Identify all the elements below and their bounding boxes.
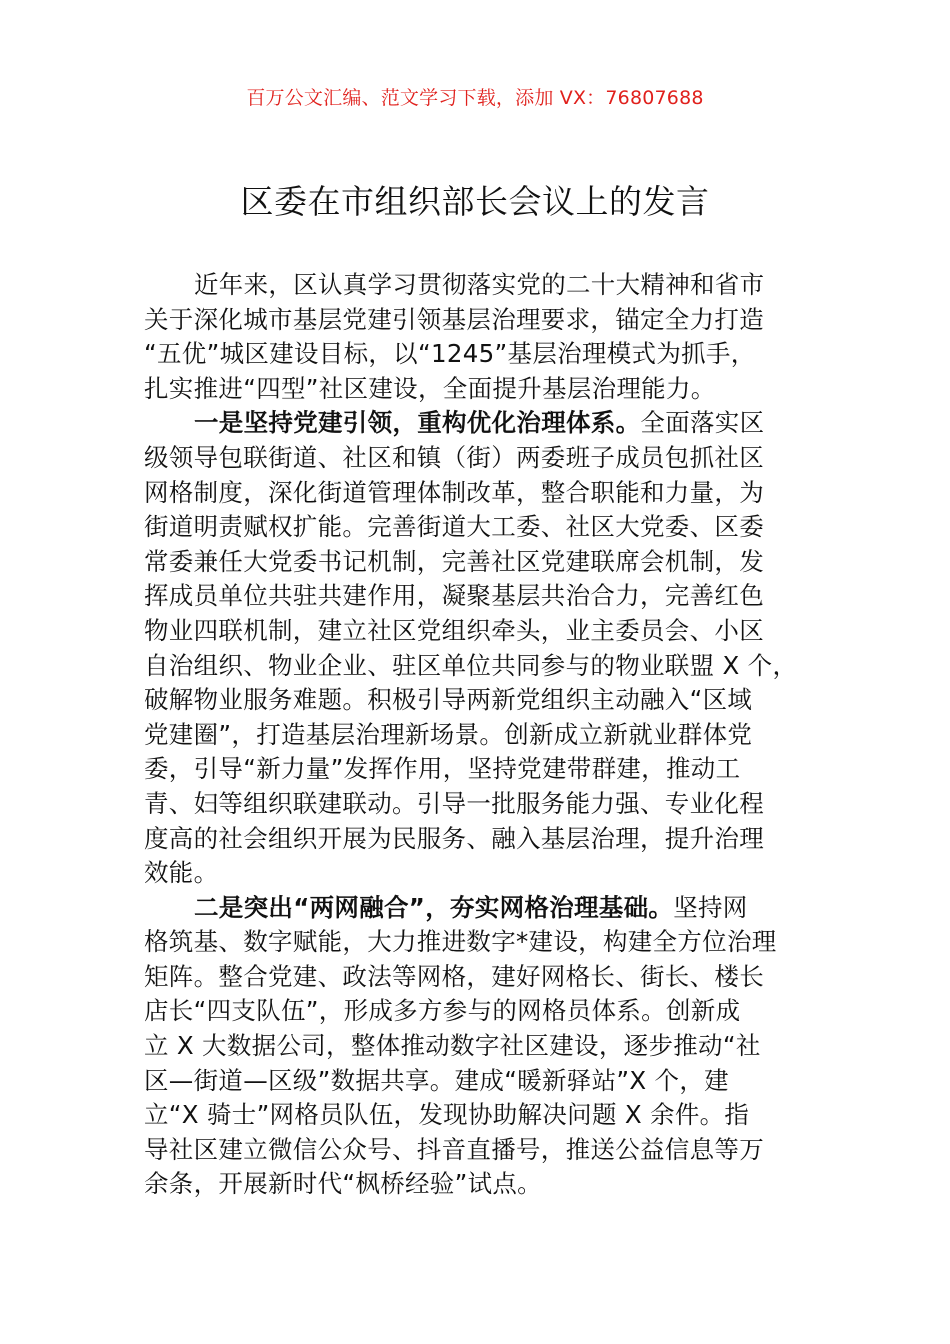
text-line: 常委兼任大党委书记机制，完善社区党建联席会机制，发 [144,546,764,576]
text-line: 街道明责赋权扩能。完善街道大工委、社区大党委、区委 [144,512,764,542]
text-line: 破解物业服务难题。积极引导两新党组织主动融入“区域 [144,685,753,715]
text-line: 区—街道—区级”数据共享。建成“暖新驿站”X 个，建 [144,1065,729,1095]
paragraph-intro [144,268,844,406]
text-line: 立“X 骑士”网格员队伍，发现协助解决问题 X 余件。指 [144,1100,750,1130]
text-line: 自治组织、物业企业、驻区单位共同参与的物业联盟 X 个， [144,650,798,680]
text-line: 导社区建立微信公众号、抖音直播号，推送公益信息等万 [144,1134,764,1164]
text-line: 党建圈”，打造基层治理新场景。创新成立新就业群体党 [144,719,753,749]
text-line: 近年来，区认真学习贯彻落实党的二十大精神和省市 [194,270,765,299]
watermark-banner: 百万公文汇编、范文学习下载，添加 VX：76807688 [246,87,704,109]
text-line: 物业四联机制，建立社区党组织牵头，业主委员会、小区 [144,615,764,645]
text-line: 挥成员单位共驻共建作用，凝聚基层共治合力，完善红色 [144,581,764,611]
document-title: 区委在市组织部长会议上的发言 [240,182,710,221]
text-fragment: 全面落实区 [640,408,765,438]
text-line: 级领导包联街道、社区和镇（街）两委班子成员包抓社区 [144,442,764,472]
text-line: 余条，开展新时代“枫桥经验”试点。 [144,1169,542,1199]
text-line: 青、妇等组织联建联动。引导一批服务能力强、专业化程 [144,788,764,818]
section-heading: 一是坚持党建引领，重构优化治理体系。 [194,408,641,438]
paragraph-section-1 [144,406,844,890]
text-line: 度高的社会组织开展为民服务、融入基层治理，提升治理 [144,823,764,853]
text-line: 矩阵。整合党建、政法等网格，建好网格长、街长、楼长 [144,961,764,991]
text-line: 格筑基、数字赋能，大力推进数字*建设，构建全方位治理 [144,927,777,957]
section-first-line [144,891,844,926]
text-line: 效能。 [144,858,219,888]
text-line: 委，引导“新力量”发挥作用，坚持党建带群建，推动工 [144,754,741,784]
text-fragment: 坚持网 [673,892,748,922]
document-body [144,268,844,1202]
text-line: 关于深化城市基层党建引领基层治理要求，锚定全力打造 [144,304,764,334]
section-first-line [144,406,844,441]
text-line: 店长“四支队伍”，形成多方参与的网格员体系。创新成 [144,996,741,1026]
text-line: 网格制度，深化街道管理体制改革，整合职能和力量，为 [144,477,764,507]
text-line: “五优”城区建设目标，以“1245”基层治理模式为抓手， [144,339,756,369]
text-line: 扎实推进“四型”社区建设，全面提升基层治理能力。 [144,373,716,403]
section-heading: 二是突出“两网融合”，夯实网格治理基础。 [194,892,674,922]
text-line: 立 X 大数据公司，整体推动数字社区建设，逐步推动“社 [144,1031,761,1061]
paragraph-section-2 [144,891,844,1202]
